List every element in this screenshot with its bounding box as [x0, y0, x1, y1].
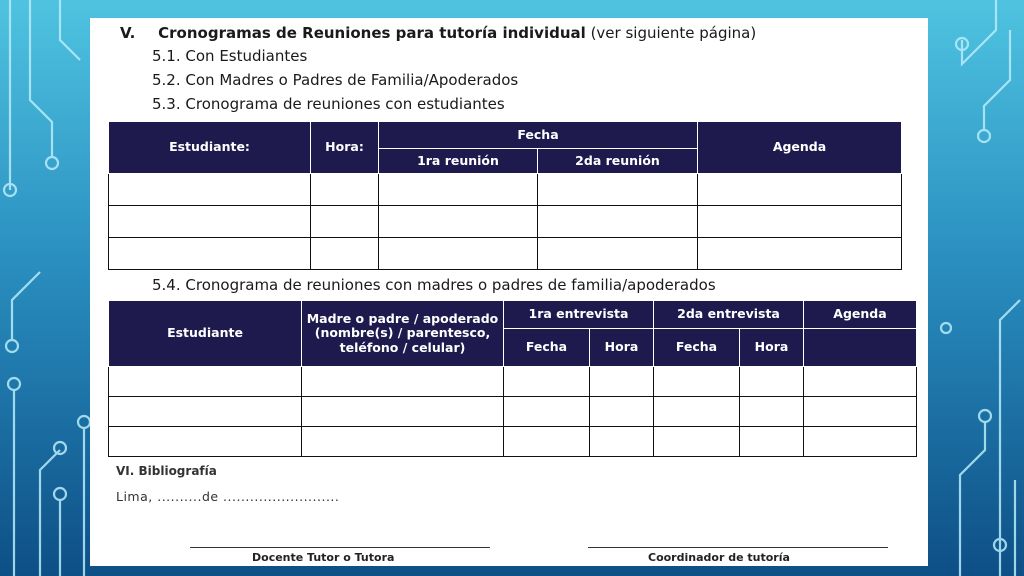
cell[interactable]: [302, 397, 504, 427]
table-row: [109, 427, 917, 457]
cell[interactable]: [654, 367, 740, 397]
header-madre-padre: Madre o padre / apoderado (nombre(s) / parentesco, teléfono / celular): [302, 301, 504, 367]
subsection-5-1: 5.1. Con Estudiantes: [152, 47, 308, 65]
cell[interactable]: [698, 238, 902, 270]
cell[interactable]: [379, 174, 538, 206]
header-agenda: Agenda: [698, 122, 902, 174]
bibliography-heading: VI. Bibliografía: [116, 464, 217, 478]
cell[interactable]: [302, 367, 504, 397]
parent-meetings-table: [108, 300, 917, 457]
header-reunion-1: 1ra reunión: [379, 149, 538, 174]
cell[interactable]: [109, 367, 302, 397]
cell[interactable]: [740, 397, 804, 427]
section-title-note: (ver siguiente página): [590, 24, 757, 42]
cell[interactable]: [804, 367, 917, 397]
cell[interactable]: [109, 238, 311, 270]
cell[interactable]: [740, 367, 804, 397]
header-fecha-1: Fecha: [504, 329, 590, 367]
document-page: [90, 18, 928, 566]
header-agenda-blank: [804, 329, 917, 367]
cell[interactable]: [740, 427, 804, 457]
cell[interactable]: [311, 238, 379, 270]
cell[interactable]: [654, 427, 740, 457]
cell[interactable]: [590, 367, 654, 397]
header-hora-2: Hora: [740, 329, 804, 367]
header-reunion-2: 2da reunión: [538, 149, 698, 174]
subsection-5-2: 5.2. Con Madres o Padres de Familia/Apoderados: [152, 71, 519, 89]
section-title: [120, 24, 756, 42]
cell[interactable]: [311, 174, 379, 206]
section-number: V.: [120, 24, 136, 42]
cell[interactable]: [804, 427, 917, 457]
cell[interactable]: [379, 206, 538, 238]
cell[interactable]: [109, 397, 302, 427]
header-fecha: Fecha: [379, 122, 698, 149]
cell[interactable]: [590, 397, 654, 427]
header-estudiante: Estudiante: [109, 301, 302, 367]
cell[interactable]: [590, 427, 654, 457]
cell[interactable]: [379, 238, 538, 270]
cell[interactable]: [504, 367, 590, 397]
section-title-bold: Cronogramas de Reuniones para tutoría individual: [158, 24, 586, 42]
signature-label-left: Docente Tutor o Tutora: [252, 551, 395, 564]
header-entrevista-2: 2da entrevista: [654, 301, 804, 329]
cell[interactable]: [504, 397, 590, 427]
cell[interactable]: [109, 427, 302, 457]
table-row: [109, 174, 902, 206]
header-fecha-2: Fecha: [654, 329, 740, 367]
header-hora: Hora:: [311, 122, 379, 174]
cell[interactable]: [804, 397, 917, 427]
cell[interactable]: [538, 206, 698, 238]
header-entrevista-1: 1ra entrevista: [504, 301, 654, 329]
header-agenda: Agenda: [804, 301, 917, 329]
cell[interactable]: [698, 206, 902, 238]
cell[interactable]: [654, 397, 740, 427]
cell[interactable]: [109, 206, 311, 238]
signature-label-right: Coordinador de tutoría: [648, 551, 790, 564]
cell[interactable]: [302, 427, 504, 457]
date-line: Lima, ..........de ..........................: [116, 489, 340, 504]
cell[interactable]: [504, 427, 590, 457]
signature-line-left: [190, 547, 490, 548]
cell[interactable]: [538, 174, 698, 206]
table-row: [109, 206, 902, 238]
header-estudiante: Estudiante:: [109, 122, 311, 174]
cell[interactable]: [698, 174, 902, 206]
cell[interactable]: [538, 238, 698, 270]
student-meetings-table: [108, 121, 902, 270]
signature-line-right: [588, 547, 888, 548]
header-hora-1: Hora: [590, 329, 654, 367]
table-row: [109, 238, 902, 270]
table-row: [109, 397, 917, 427]
cell[interactable]: [109, 174, 311, 206]
table-row: [109, 367, 917, 397]
cell[interactable]: [311, 206, 379, 238]
subsection-5-4: 5.4. Cronograma de reuniones con madres o padres de familia/apoderados: [152, 276, 716, 294]
subsection-5-3: 5.3. Cronograma de reuniones con estudiantes: [152, 95, 505, 113]
